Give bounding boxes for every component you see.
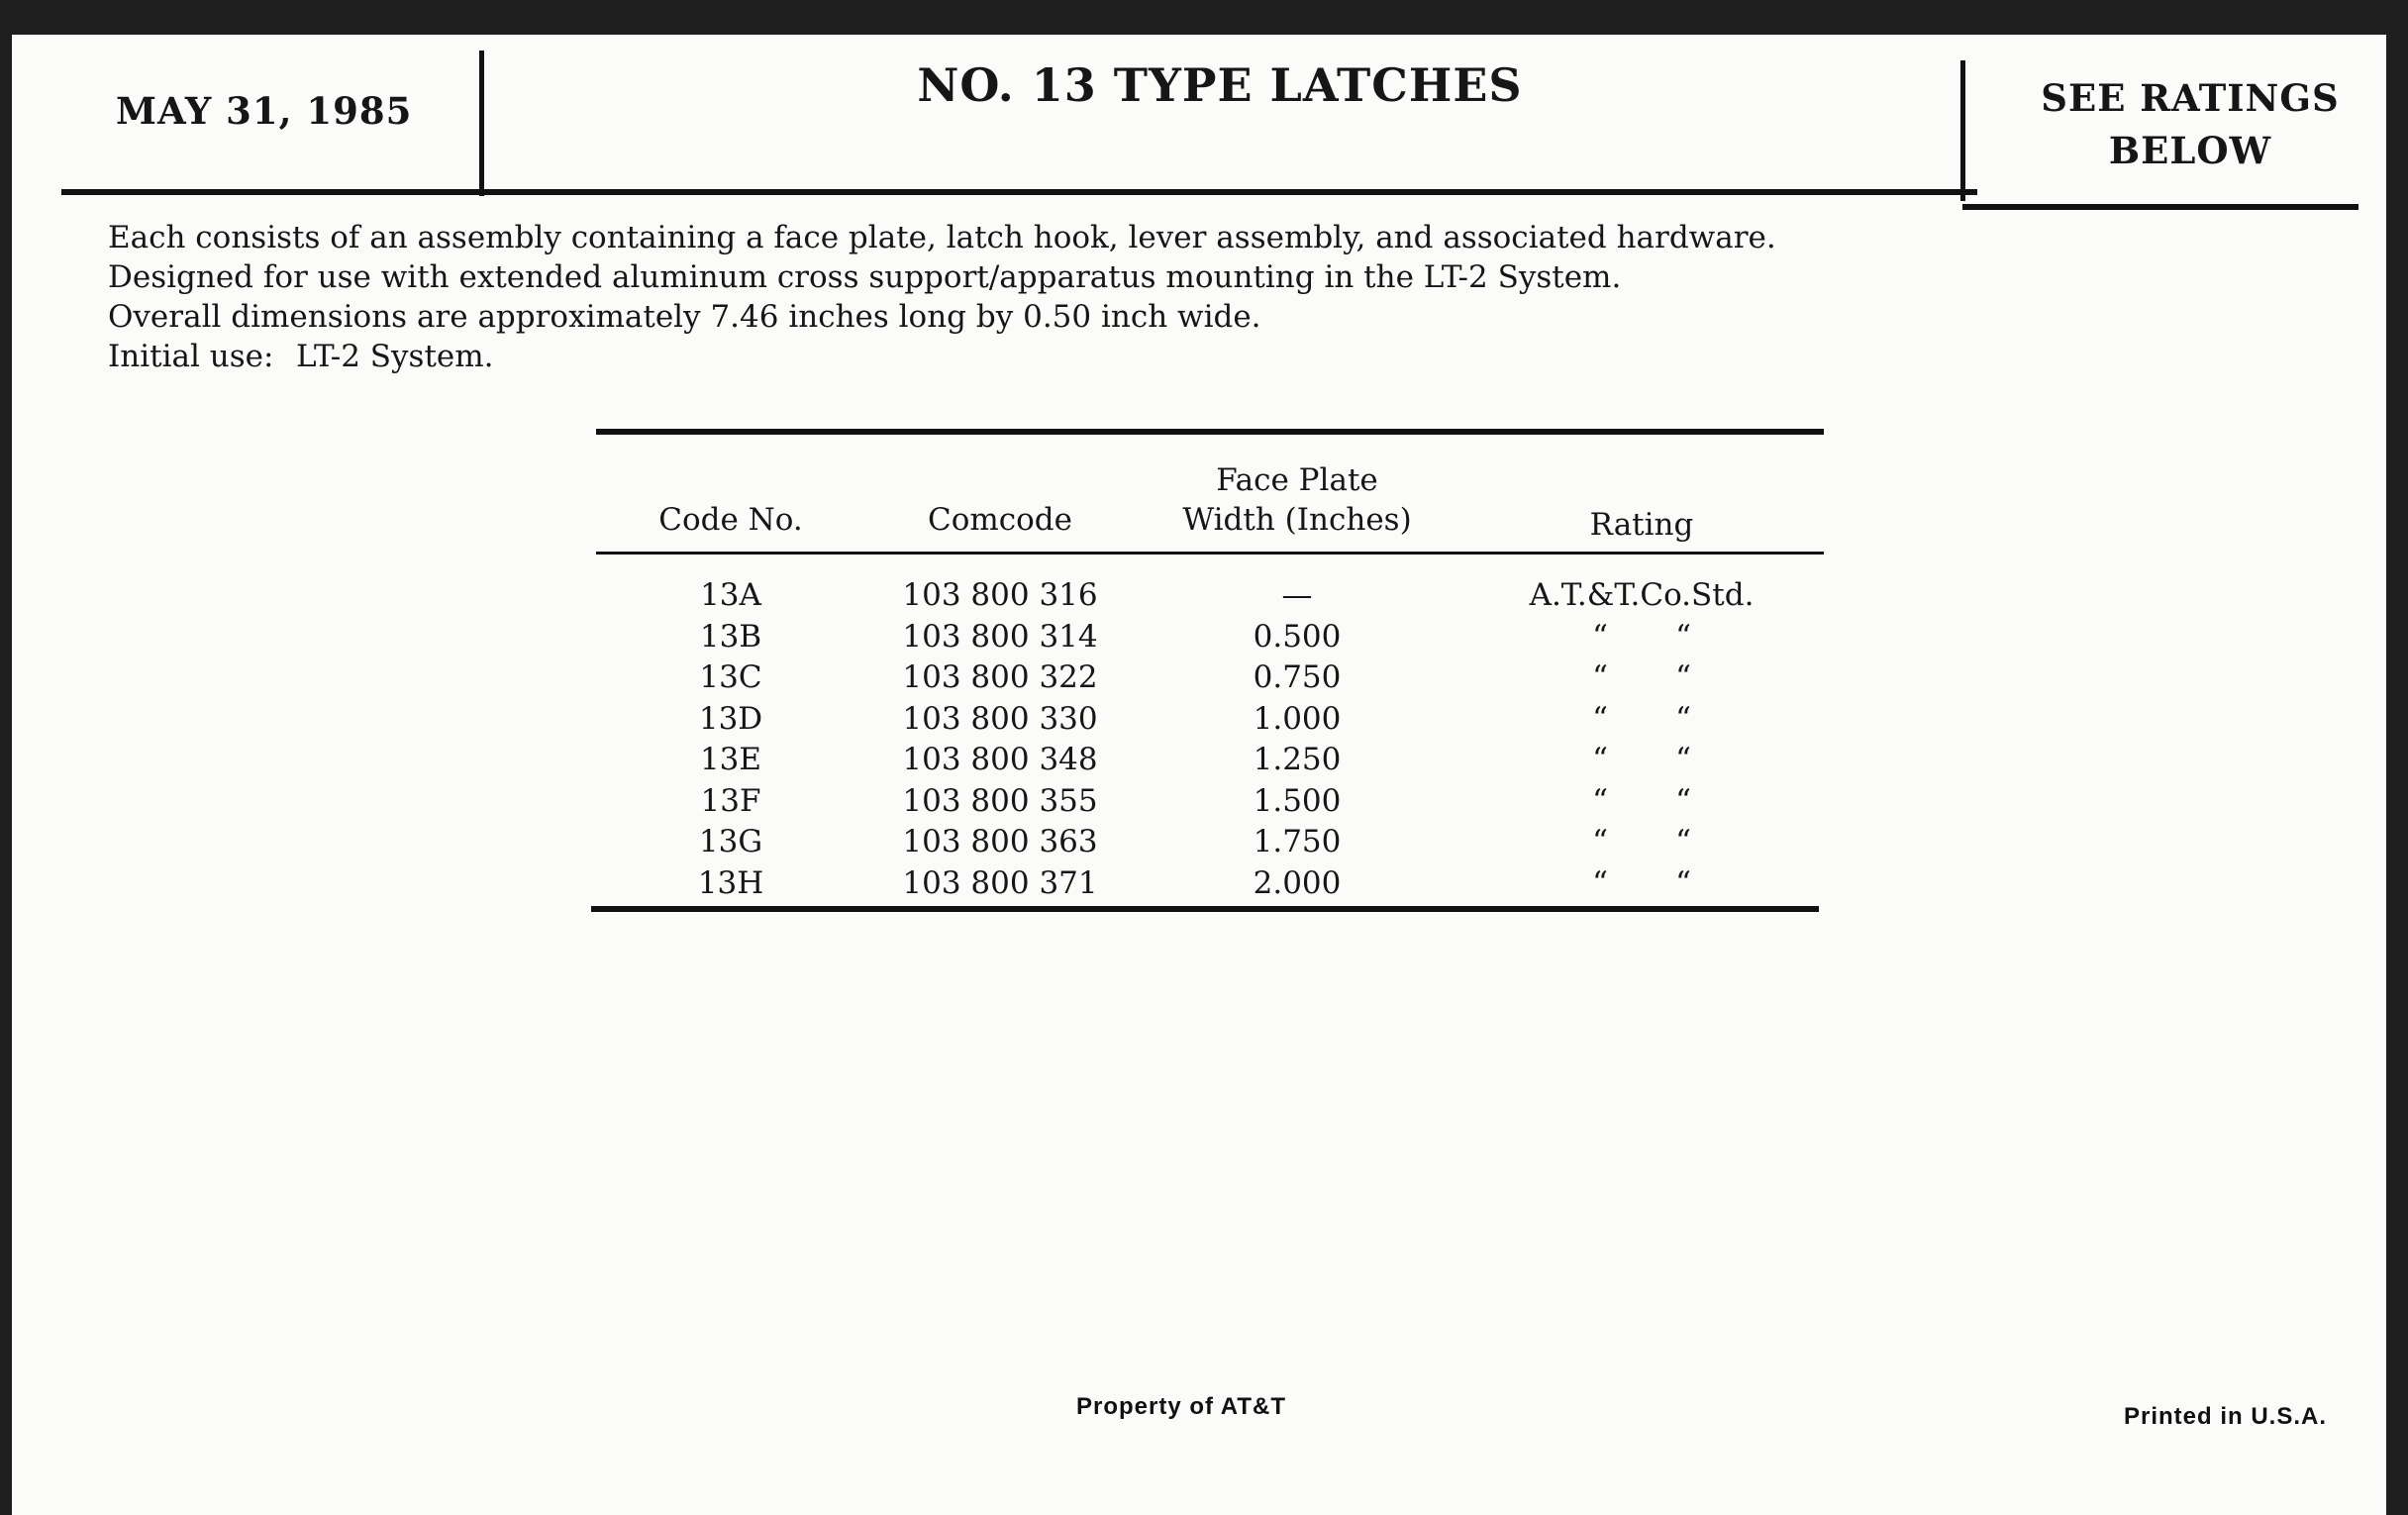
ditto-mark: “ — [1675, 659, 1691, 695]
cell-width: 1.250 — [1253, 742, 1342, 777]
footer-printed: Printed in U.S.A. — [2124, 1403, 2328, 1430]
ditto-mark: “ — [1675, 782, 1691, 819]
ratings-note-line1: SEE RATINGS — [2041, 76, 2340, 120]
header-rule-right — [1962, 204, 2358, 210]
initial-use-value: LT-2 System. — [296, 339, 494, 374]
table-row — [596, 575, 1824, 617]
header-divider-right — [1960, 60, 1965, 201]
cell-rating-ditto — [1459, 699, 1824, 740]
cell-code: 13E — [699, 742, 762, 777]
cell-width: 1.000 — [1253, 700, 1342, 737]
ditto-mark: “ — [1592, 659, 1608, 695]
cell-code: 13F — [700, 782, 761, 819]
description-line-2: Designed for use with extended aluminum cross support/apparatus mounting in the LT-2 System. — [108, 259, 1622, 295]
ditto-mark: “ — [1675, 618, 1691, 655]
cell-code: 13C — [699, 659, 762, 695]
header-width-line1: Face Plate — [1216, 462, 1378, 498]
table-header-rule — [596, 552, 1824, 555]
table-bottom-rule — [591, 906, 1819, 912]
description-line-1: Each consists of an assembly containing a face plate, latch hook, lever assembly, and associated hardware. — [108, 220, 1776, 255]
document-page — [12, 35, 2386, 1515]
ratings-note-line2: BELOW — [2108, 129, 2272, 172]
cell-rating-ditto — [1459, 822, 1824, 862]
cell-rating-ditto — [1459, 657, 1824, 698]
header-face-plate-width — [1135, 460, 1459, 540]
cell-code: 13H — [697, 864, 764, 901]
cell-comcode: 103 800 371 — [902, 864, 1098, 901]
document-date: MAY 31, 1985 — [116, 89, 413, 133]
header-code: Code No. — [658, 502, 803, 538]
ditto-mark: “ — [1592, 824, 1608, 859]
cell-code: 13A — [700, 577, 761, 613]
cell-rating: A.T.&T.Co.Std. — [1529, 577, 1755, 613]
ditto-mark: “ — [1675, 700, 1691, 737]
cell-width: 0.750 — [1253, 659, 1342, 695]
header-comcode: Comcode — [928, 502, 1072, 538]
description — [108, 218, 1776, 376]
page-title: NO. 13 TYPE LATCHES — [917, 58, 1523, 112]
ditto-mark: “ — [1675, 824, 1691, 859]
description-line-3: Overall dimensions are approximately 7.46 inches long by 0.50 inch wide. — [108, 299, 1261, 335]
cell-comcode: 103 800 363 — [902, 824, 1098, 859]
ditto-mark: “ — [1592, 782, 1608, 819]
table-row — [596, 863, 1824, 905]
cell-rating-ditto — [1459, 740, 1824, 780]
cell-code: 13G — [698, 824, 763, 859]
cell-comcode: 103 800 316 — [902, 577, 1098, 613]
cell-comcode: 103 800 314 — [902, 618, 1098, 655]
table-body — [596, 575, 1824, 904]
cell-code: 13D — [698, 700, 763, 737]
initial-use — [108, 337, 1776, 376]
cell-width: 1.500 — [1253, 782, 1342, 819]
cell-comcode: 103 800 322 — [902, 659, 1098, 695]
table-header — [596, 429, 1824, 548]
cell-rating-ditto — [1459, 863, 1824, 904]
cell-width: 1.750 — [1253, 824, 1342, 859]
ditto-mark: “ — [1592, 618, 1608, 655]
cell-code: 13B — [699, 618, 762, 655]
cell-comcode: 103 800 330 — [902, 700, 1098, 737]
latch-table — [596, 429, 1824, 901]
header-rating: Rating — [1589, 507, 1694, 543]
ditto-mark: “ — [1592, 700, 1608, 737]
cell-width: 0.500 — [1253, 618, 1342, 655]
ditto-mark: “ — [1592, 742, 1608, 777]
cell-width: 2.000 — [1253, 864, 1342, 901]
ditto-mark: “ — [1675, 742, 1691, 777]
ditto-mark: “ — [1592, 864, 1608, 901]
table-row — [596, 617, 1824, 658]
table-row — [596, 699, 1824, 741]
table-row — [596, 781, 1824, 823]
ratings-note — [1982, 72, 2398, 177]
ditto-mark: “ — [1675, 864, 1691, 901]
cell-comcode: 103 800 355 — [902, 782, 1098, 819]
table-row — [596, 740, 1824, 781]
footer-property: Property of AT&T — [1076, 1393, 1286, 1420]
header-rule — [61, 189, 1977, 195]
header-width-line2: Width (Inches) — [1182, 502, 1412, 538]
cell-rating-ditto — [1459, 617, 1824, 657]
cell-width: — — [1281, 577, 1313, 613]
cell-comcode: 103 800 348 — [902, 742, 1098, 777]
table-row — [596, 822, 1824, 863]
table-row — [596, 657, 1824, 699]
cell-rating-ditto — [1459, 781, 1824, 822]
initial-use-label: Initial use: — [108, 339, 274, 374]
